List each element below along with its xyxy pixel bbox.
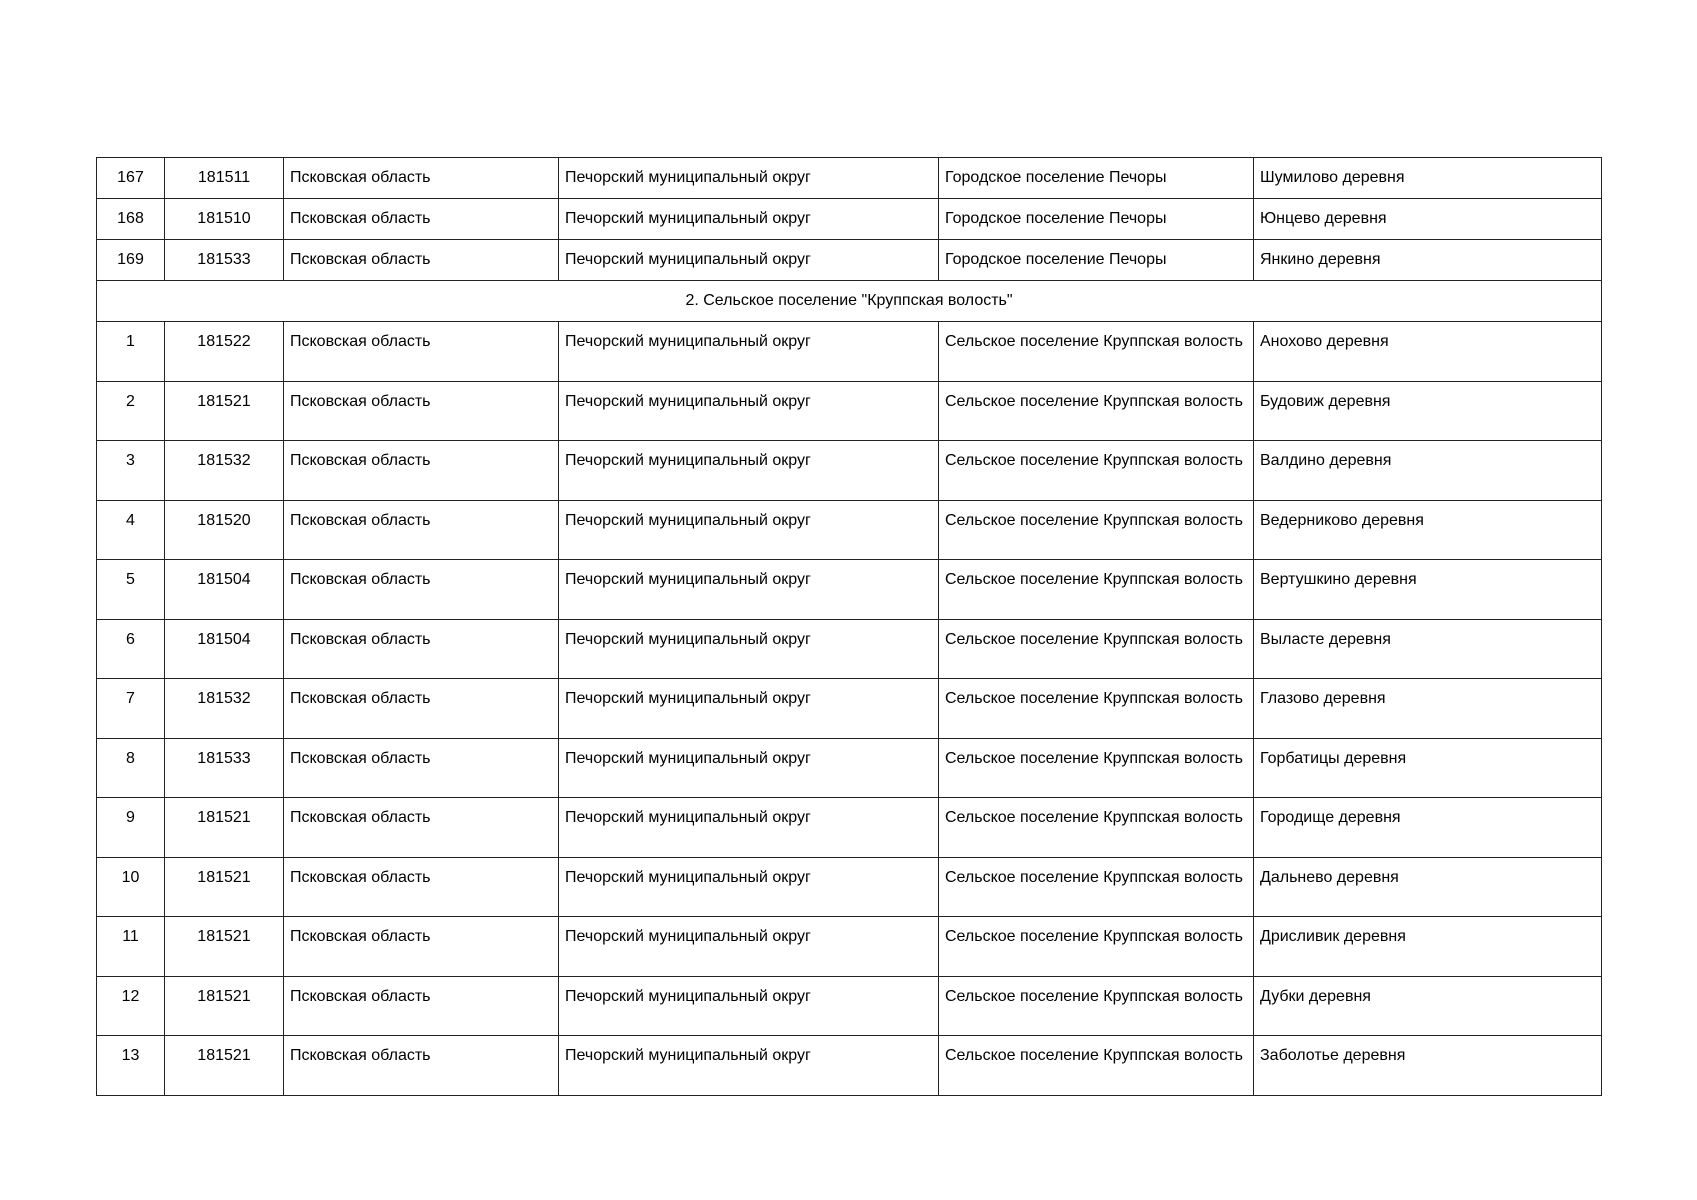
cell-region: Псковская область xyxy=(284,322,559,382)
cell-postal-code: 181521 xyxy=(165,917,284,977)
cell-region: Псковская область xyxy=(284,158,559,199)
cell-region: Псковская область xyxy=(284,917,559,977)
cell-district: Печорский муниципальный округ xyxy=(559,857,939,917)
cell-district: Печорский муниципальный округ xyxy=(559,381,939,441)
cell-postal-code: 181520 xyxy=(165,500,284,560)
table-row xyxy=(97,381,1602,441)
cell-postal-code: 181511 xyxy=(165,158,284,199)
cell-settlement: Сельское поселение Круппская волость xyxy=(939,1036,1254,1096)
cell-settlement: Городское поселение Печоры xyxy=(939,240,1254,281)
table-row xyxy=(97,199,1602,240)
cell-locality: Ведерниково деревня xyxy=(1254,500,1602,560)
cell-number: 7 xyxy=(97,679,165,739)
cell-postal-code: 181504 xyxy=(165,619,284,679)
table-row xyxy=(97,1036,1602,1096)
cell-settlement: Сельское поселение Круппская волость xyxy=(939,976,1254,1036)
cell-district: Печорский муниципальный округ xyxy=(559,199,939,240)
cell-settlement: Сельское поселение Круппская волость xyxy=(939,381,1254,441)
cell-locality: Заболотье деревня xyxy=(1254,1036,1602,1096)
cell-district: Печорский муниципальный округ xyxy=(559,1036,939,1096)
cell-locality: Дрисливик деревня xyxy=(1254,917,1602,977)
table-row xyxy=(97,500,1602,560)
cell-district: Печорский муниципальный округ xyxy=(559,560,939,620)
cell-locality: Шумилово деревня xyxy=(1254,158,1602,199)
cell-district: Печорский муниципальный округ xyxy=(559,976,939,1036)
cell-postal-code: 181510 xyxy=(165,199,284,240)
cell-locality: Дубки деревня xyxy=(1254,976,1602,1036)
cell-locality: Выласте деревня xyxy=(1254,619,1602,679)
cell-locality: Глазово деревня xyxy=(1254,679,1602,739)
cell-region: Псковская область xyxy=(284,240,559,281)
cell-settlement: Сельское поселение Круппская волость xyxy=(939,917,1254,977)
cell-district: Печорский муниципальный округ xyxy=(559,441,939,501)
cell-postal-code: 181521 xyxy=(165,798,284,858)
cell-region: Псковская область xyxy=(284,679,559,739)
cell-region: Псковская область xyxy=(284,500,559,560)
table-row xyxy=(97,322,1602,382)
cell-postal-code: 181521 xyxy=(165,1036,284,1096)
cell-region: Псковская область xyxy=(284,798,559,858)
cell-region: Псковская область xyxy=(284,857,559,917)
table-row xyxy=(97,560,1602,620)
cell-district: Печорский муниципальный округ xyxy=(559,619,939,679)
cell-district: Печорский муниципальный округ xyxy=(559,798,939,858)
cell-locality: Анохово деревня xyxy=(1254,322,1602,382)
cell-region: Псковская область xyxy=(284,1036,559,1096)
cell-postal-code: 181521 xyxy=(165,381,284,441)
cell-region: Псковская область xyxy=(284,381,559,441)
table-row xyxy=(97,976,1602,1036)
cell-number: 6 xyxy=(97,619,165,679)
section-header-row xyxy=(97,281,1602,322)
cell-settlement: Сельское поселение Круппская волость xyxy=(939,857,1254,917)
cell-number: 167 xyxy=(97,158,165,199)
cell-district: Печорский муниципальный округ xyxy=(559,738,939,798)
table-row xyxy=(97,619,1602,679)
cell-settlement: Сельское поселение Круппская волость xyxy=(939,738,1254,798)
table-row xyxy=(97,798,1602,858)
cell-district: Печорский муниципальный округ xyxy=(559,158,939,199)
cell-postal-code: 181522 xyxy=(165,322,284,382)
table-body xyxy=(97,158,1602,1096)
cell-number: 12 xyxy=(97,976,165,1036)
cell-settlement: Сельское поселение Круппская волость xyxy=(939,322,1254,382)
cell-settlement: Городское поселение Печоры xyxy=(939,199,1254,240)
cell-region: Псковская область xyxy=(284,441,559,501)
table-row xyxy=(97,679,1602,739)
cell-locality: Горбатицы деревня xyxy=(1254,738,1602,798)
cell-locality: Валдино деревня xyxy=(1254,441,1602,501)
cell-number: 10 xyxy=(97,857,165,917)
cell-region: Псковская область xyxy=(284,560,559,620)
cell-locality: Городище деревня xyxy=(1254,798,1602,858)
table-row xyxy=(97,738,1602,798)
cell-locality: Будовиж деревня xyxy=(1254,381,1602,441)
cell-postal-code: 181532 xyxy=(165,679,284,739)
cell-number: 4 xyxy=(97,500,165,560)
cell-number: 8 xyxy=(97,738,165,798)
cell-number: 2 xyxy=(97,381,165,441)
cell-number: 169 xyxy=(97,240,165,281)
cell-region: Псковская область xyxy=(284,738,559,798)
table-row xyxy=(97,441,1602,501)
cell-settlement: Сельское поселение Круппская волость xyxy=(939,798,1254,858)
cell-district: Печорский муниципальный округ xyxy=(559,240,939,281)
cell-district: Печорский муниципальный округ xyxy=(559,917,939,977)
cell-number: 1 xyxy=(97,322,165,382)
cell-district: Печорский муниципальный округ xyxy=(559,679,939,739)
section-title: 2. Сельское поселение "Круппская волость" xyxy=(97,281,1602,322)
cell-settlement: Сельское поселение Круппская волость xyxy=(939,500,1254,560)
cell-postal-code: 181521 xyxy=(165,976,284,1036)
cell-settlement: Сельское поселение Круппская волость xyxy=(939,619,1254,679)
cell-settlement: Сельское поселение Круппская волость xyxy=(939,560,1254,620)
cell-number: 9 xyxy=(97,798,165,858)
cell-region: Псковская область xyxy=(284,619,559,679)
cell-locality: Дальнево деревня xyxy=(1254,857,1602,917)
table-row xyxy=(97,917,1602,977)
table-row xyxy=(97,158,1602,199)
cell-settlement: Сельское поселение Круппская волость xyxy=(939,679,1254,739)
cell-locality: Юнцево деревня xyxy=(1254,199,1602,240)
cell-number: 13 xyxy=(97,1036,165,1096)
cell-district: Печорский муниципальный округ xyxy=(559,500,939,560)
cell-settlement: Сельское поселение Круппская волость xyxy=(939,441,1254,501)
table-row xyxy=(97,240,1602,281)
cell-number: 11 xyxy=(97,917,165,977)
table-row xyxy=(97,857,1602,917)
settlements-table xyxy=(96,157,1602,1096)
cell-number: 3 xyxy=(97,441,165,501)
cell-settlement: Городское поселение Печоры xyxy=(939,158,1254,199)
cell-postal-code: 181521 xyxy=(165,857,284,917)
cell-postal-code: 181533 xyxy=(165,240,284,281)
cell-number: 5 xyxy=(97,560,165,620)
cell-postal-code: 181532 xyxy=(165,441,284,501)
cell-number: 168 xyxy=(97,199,165,240)
cell-locality: Вертушкино деревня xyxy=(1254,560,1602,620)
cell-postal-code: 181504 xyxy=(165,560,284,620)
cell-postal-code: 181533 xyxy=(165,738,284,798)
document-page xyxy=(96,157,1601,1096)
cell-region: Псковская область xyxy=(284,976,559,1036)
cell-region: Псковская область xyxy=(284,199,559,240)
cell-locality: Янкино деревня xyxy=(1254,240,1602,281)
cell-district: Печорский муниципальный округ xyxy=(559,322,939,382)
